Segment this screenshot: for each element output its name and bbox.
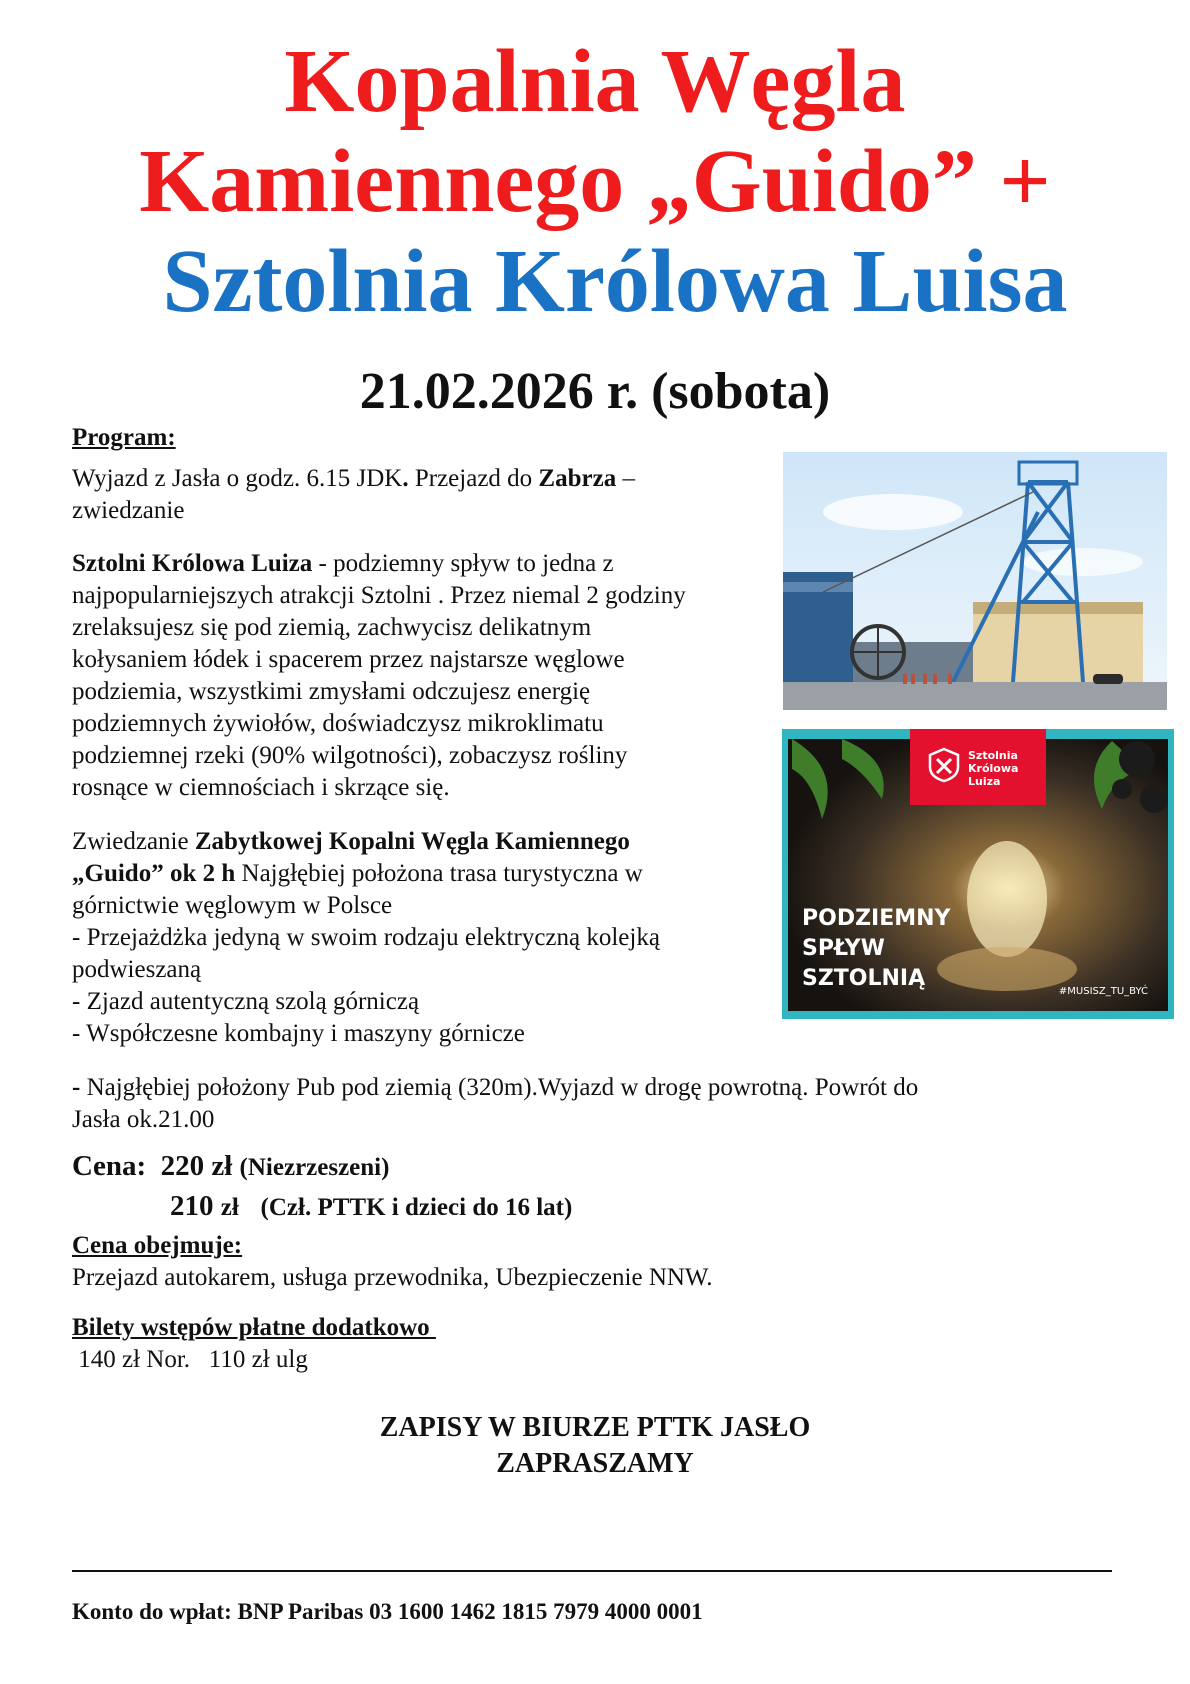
departure-period: . (402, 465, 409, 492)
paragraph-line: rosnące w ciemnościach i skrzące się. (72, 774, 450, 801)
ad-headline (802, 904, 951, 994)
title-line-2: Kamiennego „Guido” + (139, 132, 1051, 231)
paragraph-line: podziemia, wszystkimi zmysłami odczujesz energię (72, 678, 591, 705)
price-amount-1: 220 zł (160, 1150, 233, 1182)
paragraph-line: podziemnej rzeki (90% wilgotności), zobaczysz rośliny (72, 742, 628, 769)
tickets-heading: Bilety wstępów płatne dodatkowo (72, 1314, 436, 1341)
program-paragraph-1 (72, 463, 772, 527)
ad-hashtag: #MUSISZ_TU_BYĆ (1058, 986, 1148, 997)
paragraph-line: najpopularniejszych atrakcji Sztolni . Przez niemal 2 godziny (72, 582, 686, 609)
title-line-3: Sztolnia Królowa Luisa (162, 232, 1068, 331)
paragraph-line: kołysaniem łódek i spacerem przez najstarsze węglowe (72, 646, 625, 673)
list-dash: - (72, 1074, 81, 1101)
includes-text: Przejazd autokarem, usługa przewodnika, Ubezpieczenie NNW. (72, 1264, 713, 1291)
includes-heading: Cena obejmuje: (72, 1232, 243, 1259)
ad-text-line-2: SPŁYW (802, 936, 885, 961)
paragraph-line: zrelaksujesz się pod ziemią, zachwycisz delikatnym (72, 614, 592, 641)
sztolnia-name: Sztolni Królowa Luiza (72, 550, 313, 577)
departure-text: Wyjazd z Jasła o godz. 6.15 JDK (72, 465, 403, 492)
sztolnia-ad-image (782, 729, 1174, 1019)
title-line-1: Kopalnia Węgla (284, 32, 906, 131)
list-item: - Współczesne kombajny i maszyny górnicze (72, 1020, 525, 1047)
footer-divider (72, 1570, 1112, 1572)
tickets-text: 140 zł Nor. 110 zł ulg (72, 1346, 308, 1373)
mine-logo-icon (928, 747, 960, 783)
paragraph-line: Najgłębiej położony Pub pod ziemią (320m).Wyjazd w drogę powrotną. Powrót do (80, 1074, 919, 1101)
program-heading: Program: (72, 424, 176, 451)
mine-name: Zabytkowej Kopalni Węgla Kamiennego (194, 828, 630, 855)
paragraph-line: Zwiedzanie (72, 828, 195, 855)
paragraph-line: - podziemny spływ to jedna z (312, 550, 614, 577)
sztolnia-badge (910, 729, 1046, 805)
signup-line-2: ZAPRASZAMY (496, 1448, 694, 1479)
ad-text-line-1: PODZIEMNY (802, 906, 951, 931)
paragraph-line: górnictwie węglowym w Polsce (72, 892, 393, 919)
price-label: Cena: (72, 1150, 147, 1182)
ad-text-line-3: SZTOLNIĄ (802, 966, 926, 991)
paragraph-line: Jasła ok.21.00 (72, 1106, 215, 1133)
event-date: 21.02.2026 r. (sobota) (359, 363, 831, 420)
paragraph-line: podziemnych żywiołów, doświadczysz mikroklimatu (72, 710, 604, 737)
mine-headframe-photo (783, 452, 1167, 710)
list-item: - Zjazd autentyczną szolą górniczą (72, 988, 420, 1015)
price-note-2: (Czł. PTTK i dzieci do 16 lat) (260, 1194, 573, 1221)
mine-duration: „Guido” ok 2 h (72, 860, 236, 887)
list-item: podwieszaną (72, 956, 202, 983)
program-paragraph-2 (72, 548, 772, 804)
price-amount-2: 210 (170, 1190, 214, 1222)
price-line-1 (72, 1150, 389, 1183)
price-currency-2: zł (220, 1194, 239, 1221)
program-paragraph-3 (72, 826, 792, 1050)
paragraph-line: Najgłębiej położona trasa turystyczna w (235, 860, 643, 887)
price-line-2 (170, 1190, 572, 1223)
list-item: - Przejażdżka jedyną w swoim rodzaju elektryczną kolejką (72, 924, 660, 951)
destination-city: Zabrza (538, 465, 617, 492)
badge-line-1: Sztolnia (968, 749, 1018, 762)
dash-text: – (616, 465, 635, 492)
signup-line-1: ZAPISY W BIURZE PTTK JASŁO (379, 1412, 811, 1443)
price-note-1: (Niezrzeszeni) (239, 1154, 390, 1181)
bank-account: Konto do wpłat: BNP Paribas 03 1600 1462 1815 7979 4000 0001 (72, 1599, 703, 1624)
sightseeing-text: zwiedzanie (72, 497, 185, 524)
badge-line-2: Królowa (968, 762, 1019, 775)
badge-line-3: Luiza (968, 775, 1001, 788)
transfer-text: Przejazd do (408, 465, 539, 492)
program-paragraph-4 (72, 1072, 1132, 1136)
